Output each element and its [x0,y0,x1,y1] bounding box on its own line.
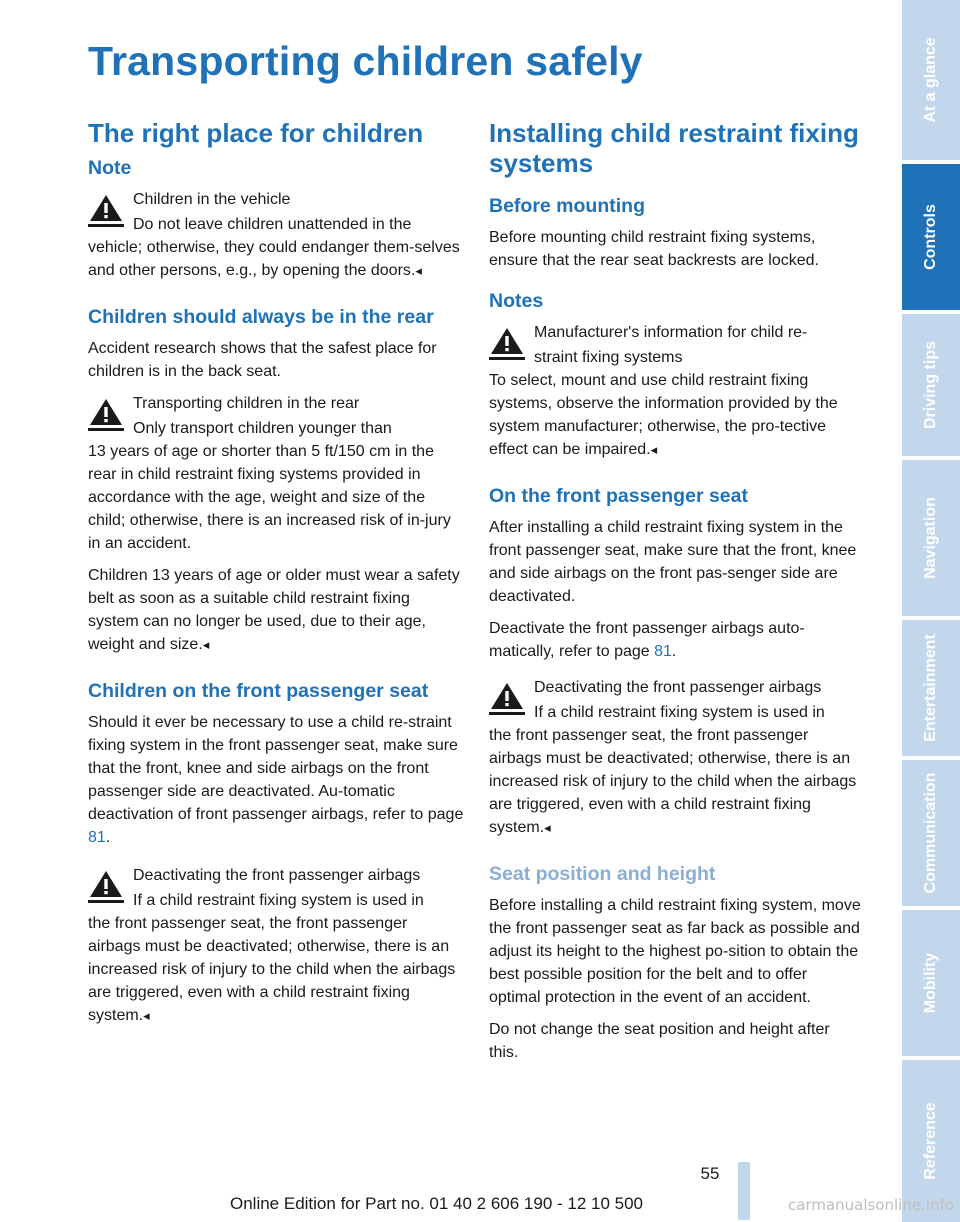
tab-label: Driving tips [922,340,939,430]
warning-text: Do not leave children unattended in the [133,216,412,233]
warning-text-rest: To select, mount and use child restraint fixing systems, observe the information provided by the system manufacturer; otherwise, the pro-tective effect can be impaired. [489,372,838,458]
tab-entertainment[interactable] [902,620,960,756]
end-mark-icon: ◂ [544,820,551,835]
tab-label: Mobility [922,952,939,1014]
warning-title: Children in the vehicle [133,191,291,208]
punctuation: . [671,643,677,660]
warning-deactivating-airbags [88,864,464,1027]
section-heading-right-place: The right place for children [88,118,424,148]
before-mounting-text: Before mounting child restraint fixing systems, ensure that the rear seat backrests are locked. [489,229,819,269]
warning-text: Only transport children younger than [133,420,392,437]
note-heading: Note [88,157,132,179]
warning-text-rest: 13 years of age or shorter than 5 ft/150 cm in the rear in child restraint fixing systems provided in accordance with the age, weight and size of the child; otherwise, there is an increased risk of in-jury in an accident. [88,443,451,552]
rear-text: Accident research shows that the safest place for children is in the back seat. [88,340,437,380]
watermark: carmanualsonline.info [788,1196,954,1214]
warning-text-rest: the front passenger seat, the front passenger airbags must be deactivated; otherwise, there is an increased risk of injury to the child when the airbags are triggered, even with a child restraint fixing system. [489,727,857,836]
left-column [88,118,464,1036]
page-marker-bar [738,1162,750,1220]
warning-text-rest2: Children 13 years of age or older must wear a safety belt as soon as a suitable child restraint fixing system can no longer be used, due to their age, weight and size. [88,567,460,653]
front-seat-text: Should it ever be necessary to use a child re-straint fixing system in the front passenger seat, make sure that the front, knee and side airbags on the front passenger side are deactivated. Au-tomatic deactivation of front passenger airbags, refer to page [88,714,464,823]
seat-position-heading: Seat position and height [489,863,716,885]
notes-heading: Notes [489,290,544,312]
warning-title: Manufacturer's information for child re- [534,324,808,341]
warning-manufacturer-info [489,321,861,461]
tab-controls[interactable] [902,164,960,310]
footer-edition: Online Edition for Part no. 01 40 2 606 190 - 12 10 500 [230,1194,644,1213]
warning-deactivating-airbags [489,676,861,839]
warning-triangle-icon [489,681,525,715]
punctuation: . [105,829,111,846]
end-mark-icon: ◂ [415,263,422,278]
seat-position-text2: Do not change the seat position and height after this. [489,1021,830,1061]
tab-mobility[interactable] [902,910,960,1056]
tab-label: Controls [922,204,939,270]
warning-triangle-icon [88,193,124,227]
warning-text: straint fixing systems [534,349,683,366]
front-passenger-text2: Deactivate the front passenger airbags auto-matically, refer to page [489,620,805,660]
end-mark-icon: ◂ [650,442,658,457]
page-reference-link[interactable]: 81 [654,643,672,660]
page-title: Transporting children safely [88,38,643,84]
tab-label: Reference [922,1102,939,1180]
front-passenger-heading: On the front passenger seat [489,485,748,507]
tab-label: Communication [922,772,939,894]
warning-children-in-vehicle [88,188,464,282]
before-mounting-heading: Before mounting [489,195,645,217]
warning-text: If a child restraint fixing system is used in [133,892,424,909]
page-reference-link[interactable]: 81 [88,829,106,846]
warning-transporting-rear [88,392,464,656]
tab-navigation[interactable] [902,460,960,616]
chapter-sidebar [902,0,960,1222]
tab-driving-tips[interactable] [902,314,960,456]
warning-text: If a child restraint fixing system is used in [534,704,825,721]
warning-title: Transporting children in the rear [133,395,360,412]
section-heading-installing: Installing child restraint fixing systems [489,118,859,178]
warning-title: Deactivating the front passenger airbags [534,679,822,696]
warning-text-rest: vehicle; otherwise, they could endanger them-selves and other persons, e.g., by opening the doors. [88,239,460,279]
warning-triangle-icon [489,326,525,360]
warning-text-rest: the front passenger seat, the front passenger airbags must be deactivated; otherwise, there is an increased risk of injury to the child when the airbags are triggered, even with a child restraint fixing system. [88,915,456,1024]
tab-communication[interactable] [902,760,960,906]
tab-label: Navigation [922,497,939,579]
warning-triangle-icon [88,397,124,431]
warning-title: Deactivating the front passenger airbags [133,867,421,884]
right-column [489,118,861,1073]
front-passenger-text: After installing a child restraint fixing system in the front passenger seat, make sure that the front, knee and side airbags on the front pas-senger side are deactivated. [489,519,857,605]
rear-heading: Children should always be in the rear [88,306,434,328]
end-mark-icon: ◂ [202,637,210,652]
end-mark-icon: ◂ [143,1008,150,1023]
front-seat-heading: Children on the front passenger seat [88,680,429,702]
page-number: 55 [700,1164,720,1183]
tab-label: Entertainment [922,634,939,742]
tab-at-a-glance[interactable] [902,0,960,160]
seat-position-text: Before installing a child restraint fixing system, move the front passenger seat as far back as possible and adjust its height to the highest po-sition to obtain the best possible position for the belt and to offer optimal protection in the event of an accident. [489,897,861,1006]
tab-label: At a glance [922,37,939,123]
warning-triangle-icon [88,869,124,903]
